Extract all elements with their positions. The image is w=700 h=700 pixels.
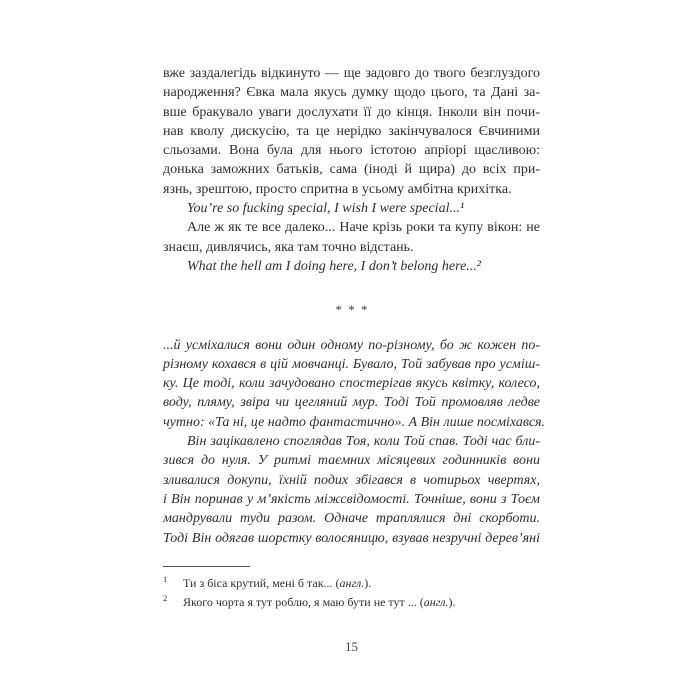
text-line: чутно: «Та ні, це надто фантастично». А Він лише посміхався.: [163, 414, 546, 430]
text-line: сльозами. Вона була для нього істотою апріорі щасливою:: [163, 143, 540, 159]
footnote-marker: 1: [163, 574, 168, 584]
text-line: народження? Євка мала якусь думку щодо цього, та Дані за-: [163, 85, 540, 101]
section-separator: * * *: [335, 302, 368, 318]
text-line: You’re so fucking special, I wish I were special...¹: [187, 201, 465, 217]
text-line: вше бракувало уваги дослухати її до кінця. Інколи він почи-: [163, 104, 540, 120]
text-line: нав кволу дискусію, та це нерідко закінчувалося Євчиними: [163, 123, 540, 139]
text-line: донька заможних батьків, сама (іноді й щира) до всіх при-: [163, 162, 540, 178]
footnote-text: Ти з біса крутий, мені б так... (англ.).: [183, 576, 372, 590]
text-line: What the hell am I doing here, I don’t belong here...²: [187, 258, 481, 274]
text-line: зився до нуля. У ритмі таємних місяцевих годинників вони: [163, 453, 540, 469]
text-line: різному кохався в цій мовчанці. Бувало, Той забував про усміш-: [163, 356, 540, 372]
footnote-separator-rule: [163, 566, 250, 567]
text-line: вже заздалегідь відкинуто — ще задовго до твого безглуздого: [163, 66, 540, 81]
text-line: знаєш, дивлячись, яка там точно відстань.: [163, 239, 414, 255]
footnote: [163, 574, 540, 593]
text-line: язнь, зрештою, просто спритна в усьому амбітна крихітка.: [163, 181, 512, 197]
text-line: Тоді Він одягав шорстку волосяницю, взував незручні дерев’яні: [163, 530, 540, 546]
text-line: зливалися докупи, їхній подих збігався в чотирьох чвертях,: [163, 472, 540, 488]
paragraph: [163, 336, 546, 432]
text-line: мандрували туди разом. Одначе траплялися дні скорботи.: [163, 511, 540, 527]
footnote-marker: 2: [163, 593, 168, 603]
footnote-text: Якого чорта я тут роблю, я маю бути не тут ... (англ.).: [183, 595, 456, 609]
text-line: ...й усміхалися вони один одному по-різному, бо ж кожен по-: [163, 337, 540, 353]
page-number: 15: [345, 639, 358, 654]
paragraph: [163, 199, 540, 218]
paragraph: [163, 218, 540, 257]
text-line: Але ж як те все далеко... Наче крізь роки та купу вікон: не: [187, 220, 540, 236]
text-line: і Він поринав у м’якість міжсвідомості. Точніше, вони з Тоєм: [163, 491, 540, 507]
text-line: Він зацікавлено споглядав Тоя, коли Той спав. Тоді час бли-: [187, 434, 540, 450]
footnote: [163, 593, 540, 612]
footnote-list: [163, 574, 540, 612]
text-column: [163, 64, 546, 548]
paragraph: [163, 432, 540, 548]
text-line: воду, пляму, звіра чи цегляний мур. Тоді Той промовляв ледве: [163, 395, 540, 411]
paragraph: [163, 64, 540, 199]
footnote-area: [163, 566, 540, 612]
paragraph: [163, 257, 540, 276]
text-line: ку. Це тоді, коли зачудовано спостерігав якусь квітку, колесо,: [163, 376, 540, 392]
